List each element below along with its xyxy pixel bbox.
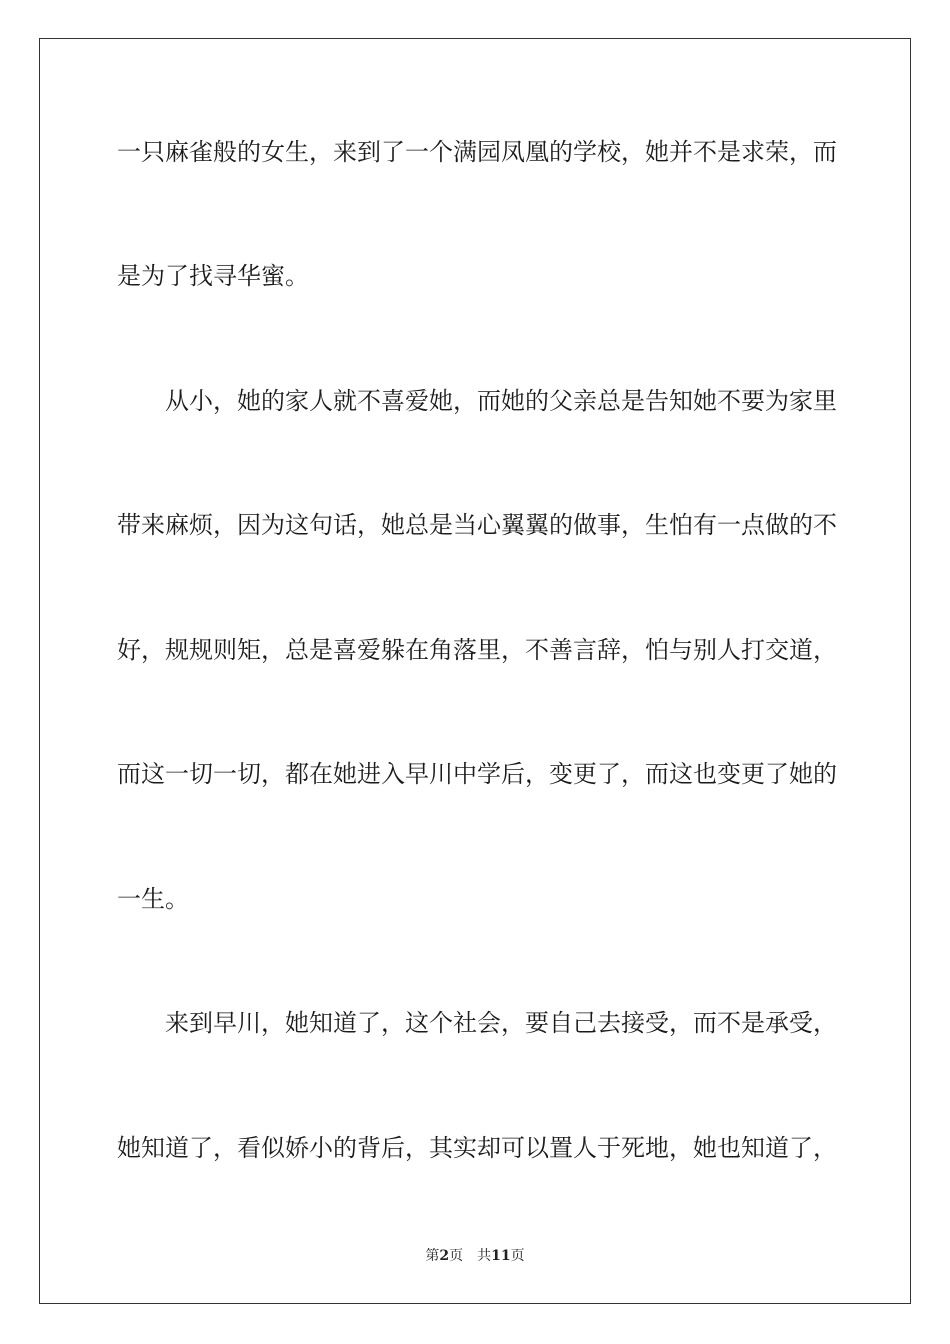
text-line: 带来麻烦，因为这句话，她总是当心翼翼的做事，生怕有一点做的不	[117, 511, 837, 539]
total-page-count: 11	[491, 1248, 511, 1264]
text-line: 而这一切一切，都在她进入早川中学后，变更了，而这也变更了她的	[117, 760, 837, 788]
text-line: 她知道了，看似娇小的背后，其实却可以置人于死地，她也知道了，	[117, 1134, 837, 1162]
text-line: 是为了找寻华蜜。	[117, 262, 309, 290]
paragraph-start-line: 来到早川，她知道了，这个社会，要自己去接受，而不是承受，	[165, 1009, 837, 1037]
current-page-number: 2	[439, 1248, 450, 1264]
page-border	[39, 38, 911, 1304]
text-line: 一生。	[117, 885, 189, 913]
text-line: 好，规规则矩，总是喜爱躲在角落里，不善言辞，怕与别人打交道，	[117, 636, 837, 664]
page-number-prefix: 第	[425, 1248, 440, 1264]
paragraph-start-line: 从小，她的家人就不喜爱她，而她的父亲总是告知她不要为家里	[165, 387, 837, 415]
page-number-suffix: 页	[449, 1248, 464, 1264]
total-pages-prefix: 共	[477, 1248, 492, 1264]
page-footer	[0, 1246, 950, 1266]
total-pages-suffix: 页	[510, 1248, 525, 1264]
text-line: 一只麻雀般的女生，来到了一个满园凤凰的学校，她并不是求荣，而	[117, 138, 837, 166]
